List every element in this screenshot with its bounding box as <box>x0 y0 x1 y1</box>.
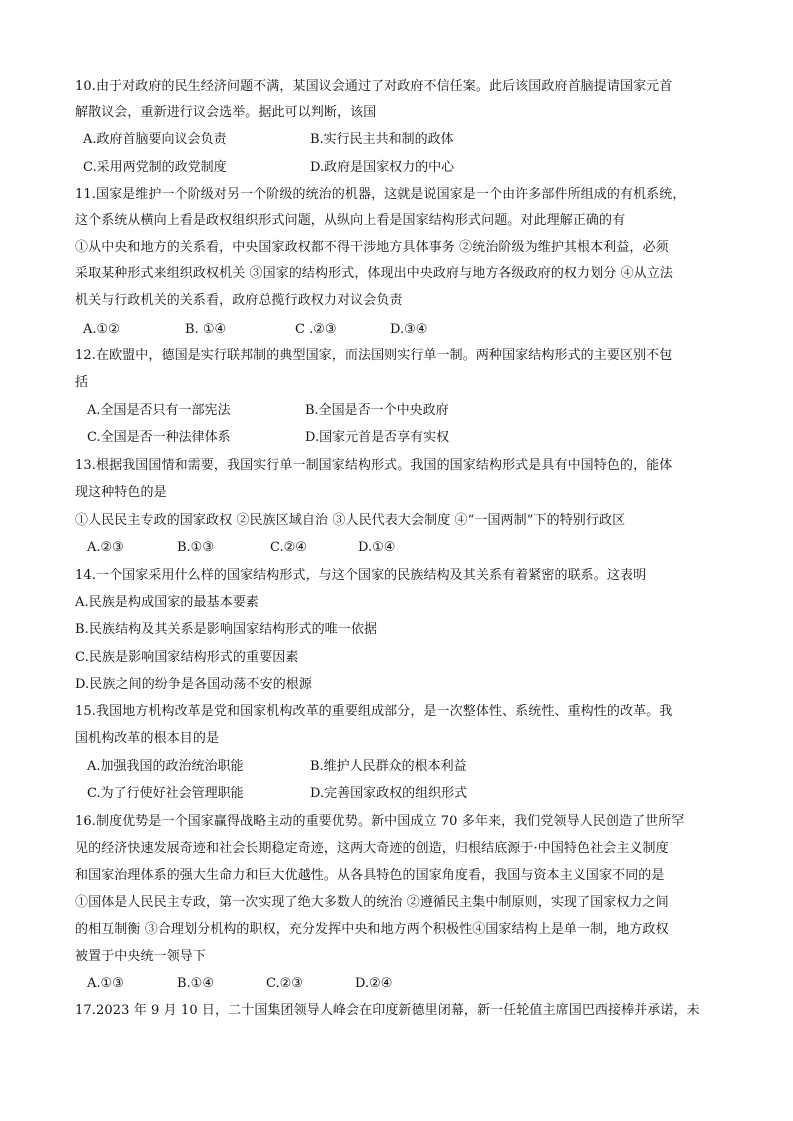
question-17-stem-line-1: 17.2023 年 9 月 10 日，二十国集团领导人峰会在印度新德里闭幕，新一任轮值主席国巴西接棒并承诺，未 <box>75 1003 700 1018</box>
question-12-option-b: B.全国是否一个中央政府 <box>305 403 449 418</box>
question-16-option-c: C.②③ <box>266 976 303 991</box>
question-13-stem-line-1: 13.根据我国国情和需要，我国实行单一制国家结构形式。我国的国家结构形式是具有中国特色的，能体 <box>75 458 673 473</box>
question-10-option-b: B.实行民主共和制的政体 <box>310 132 454 147</box>
question-16-option-b: B.①④ <box>177 976 214 991</box>
question-11-statements-line-3: 机关与行政机关的关系看，政府总揽行政权力对议会负责 <box>75 293 403 308</box>
question-15-option-c: C.为了行使好社会管理职能 <box>87 786 244 801</box>
question-12-option-d: D.国家元首是否享有实权 <box>305 430 450 445</box>
question-11-stem-line-2: 这个系统从横向上看是政权组织形式问题，从纵向上看是国家结构形式问题。对此理解正确的有 <box>75 213 626 228</box>
question-16-statements-line-2: 的相互制衡 ③合理划分机构的职权，充分发挥中央和地方两个积极性④国家结构上是单一制，地方政权 <box>75 922 669 937</box>
question-16-option-d: D.②④ <box>355 976 393 991</box>
question-15-stem-line-2: 国机构改革的根本目的是 <box>75 731 220 746</box>
question-12-stem-line-2: 括 <box>75 375 89 390</box>
question-10-option-d: D.政府是国家权力的中心 <box>310 160 455 175</box>
question-15-option-a: A.加强我国的政治统治职能 <box>87 759 244 774</box>
question-16-stem-line-3: 和国家治理体系的强大生命力和巨大优越性。从各具特色的国家角度看，我国与资本主义国家不同的是 <box>75 868 665 883</box>
question-16-statements-line-3: 被置于中央统一领导下 <box>75 949 207 964</box>
question-16-option-a: A.①③ <box>87 976 124 991</box>
question-11-stem-line-1: 11.国家是维护一个阶级对另一个阶级的统治的机器，这就是说国家是一个由许多部件所组成的有机系统， <box>75 187 686 202</box>
question-14-option-c: C.民族是影响国家结构形式的重要因素 <box>75 650 299 665</box>
question-15-option-d: D.完善国家政权的组织形式 <box>310 786 468 801</box>
question-13-option-d: D.①④ <box>358 540 396 555</box>
question-14-stem-line-1: 14.一个国家采用什么样的国家结构形式，与这个国家的民族结构及其关系有着紧密的联系。这表明 <box>75 568 647 583</box>
question-13-statements-line-1: ①人民民主专政的国家政权 ②民族区域自治 ③人民代表大会制度 ④“一国两制”下的特别行政区 <box>75 513 626 528</box>
question-13-option-a: A.②③ <box>87 540 124 555</box>
question-11-option-d: D.③④ <box>390 322 428 337</box>
question-14-option-a: A.民族是构成国家的最基本要素 <box>75 595 260 610</box>
question-13-option-b: B.①③ <box>177 540 214 555</box>
question-10-stem-line-1: 10.由于对政府的民生经济问题不满，某国议会通过了对政府不信任案。此后该国政府首脑提请国家元首 <box>75 79 673 94</box>
question-14-option-b: B.民族结构及其关系是影响国家结构形式的唯一依据 <box>75 622 378 637</box>
question-13-option-c: C.②④ <box>270 540 307 555</box>
question-11-option-b: B. ①④ <box>185 322 227 337</box>
question-15-stem-line-1: 15.我国地方机构改革是党和国家机构改革的重要组成部分，是一次整体性、系统性、重构性的改革。我 <box>75 704 673 719</box>
question-11-option-a: A.①② <box>83 322 120 337</box>
question-16-stem-line-2: 见的经济快速发展奇迹和社会长期稳定奇迹，这两大奇迹的创造，归根结底源于·中国特色社会主义制度 <box>75 841 669 856</box>
question-12-option-a: A.全国是否只有一部宪法 <box>87 403 231 418</box>
question-11-statements-line-1: ①从中央和地方的关系看，中央国家政权都不得干涉地方具体事务 ②统治阶级为维护其根本利益，必须 <box>75 240 669 255</box>
question-10-stem-line-2: 解散议会，重新进行议会选举。据此可以判断，该国 <box>75 105 377 120</box>
question-15-option-b: B.维护人民群众的根本利益 <box>310 759 467 774</box>
question-11-option-c: C .②③ <box>295 322 337 337</box>
question-10-option-c: C.采用两党制的政党制度 <box>83 160 227 175</box>
question-11-statements-line-2: 采取某种形式来组织政权机关 ③国家的结构形式，体现出中央政府与地方各级政府的权力划分 ④从立法 <box>75 266 673 281</box>
question-16-stem-line-1: 16.制度优势是一个国家赢得战略主动的重要优势。新中国成立 70 多年来，我们党领导人民创造了世所罕 <box>75 814 685 829</box>
question-14-option-d: D.民族之间的纷争是各国动荡不安的根源 <box>75 677 312 692</box>
question-10-option-a: A.政府首脑要向议会负责 <box>83 132 227 147</box>
question-12-stem-line-1: 12.在欧盟中，德国是实行联邦制的典型国家，而法国则实行单一制。两种国家结构形式的主要区别不包 <box>75 348 673 363</box>
question-13-stem-line-2: 现这种特色的是 <box>75 485 167 500</box>
question-12-option-c: C.全国是否一种法律体系 <box>87 430 231 445</box>
question-16-statements-line-1: ①国体是人民民主专政，第一次实现了绝大多数人的统治 ②遵循民主集中制原则，实现了国家权力之间 <box>75 895 669 910</box>
